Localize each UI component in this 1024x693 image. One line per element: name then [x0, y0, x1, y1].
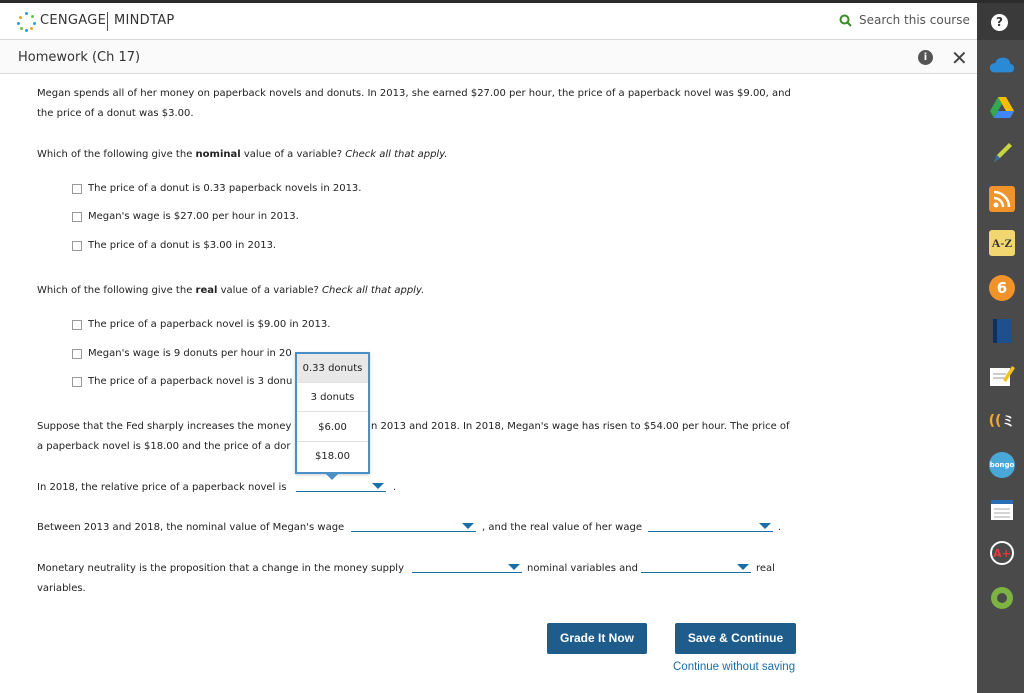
q2-option-3-label: The price of a paperback novel is 3 donu	[88, 376, 293, 387]
q4-period: .	[778, 522, 782, 533]
dropdown-options-popup	[295, 352, 370, 474]
q1-option-2-label: Megan's wage is $27.00 per hour in 2013.	[88, 211, 299, 222]
chevron-down-icon	[759, 523, 771, 529]
dropdown-option[interactable]: $6.00	[297, 413, 368, 442]
continue-without-saving-link[interactable]: Continue without saving	[673, 661, 796, 673]
intro-line-1: Megan spends all of her money on paperback novels and donuts. In 2013, she earned $27.00 per hour, the price of a paperback novel was $9.00, and	[37, 88, 791, 99]
aplus-icon[interactable]: A+	[990, 541, 1014, 565]
q1-option-2-checkbox[interactable]	[72, 212, 82, 222]
q1-option-1-checkbox[interactable]	[72, 184, 82, 194]
q5-prompt-a: Monetary neutrality is the proposition that a change in the money supply	[37, 563, 405, 574]
app-header	[0, 3, 977, 40]
q2-prompt: Which of the following give the real value of a variable? Check all that apply.	[37, 285, 425, 296]
q1-prompt: Which of the following give the nominal value of a variable? Check all that apply.	[37, 149, 448, 160]
grade-it-now-button[interactable]: Grade It Now	[547, 623, 647, 654]
q5-line-2: variables.	[37, 583, 86, 594]
q2-option-2-checkbox[interactable]	[72, 349, 82, 359]
chevron-down-icon	[372, 483, 384, 489]
popup-pointer	[326, 474, 338, 480]
six-icon[interactable]: 6	[989, 275, 1015, 301]
rss-icon[interactable]	[989, 186, 1015, 212]
search-placeholder: Search this course	[859, 13, 970, 27]
q4-prompt-b: , and the real value of her wage	[482, 522, 642, 533]
q2-option-1-label: The price of a paperback novel is $9.00 in 2013.	[88, 319, 331, 330]
q2-option-1-checkbox[interactable]	[72, 320, 82, 330]
q5-prompt-c: real	[756, 563, 775, 574]
a-z-icon[interactable]: A-Z	[989, 230, 1015, 256]
scenario-line-2: a paperback novel is $18.00 and the price of a dor	[37, 441, 291, 452]
brand-divider	[107, 12, 108, 31]
nominal-effect-dropdown[interactable]	[412, 561, 522, 573]
save-continue-button[interactable]: Save & Continue	[675, 623, 796, 654]
chevron-down-icon	[508, 564, 520, 570]
brand-name: CENGAGE	[40, 13, 107, 28]
drive-icon[interactable]	[989, 94, 1015, 120]
q2-option-3-checkbox[interactable]	[72, 377, 82, 387]
close-icon[interactable]: ✕	[951, 46, 968, 70]
dropdown-option[interactable]: $18.00	[315, 451, 350, 462]
dropdown-option[interactable]: 3 donuts	[297, 383, 368, 412]
scenario-line-1a: Suppose that the Fed sharply increases the money	[37, 421, 292, 432]
q3-prompt: In 2018, the relative price of a paperback novel is	[37, 482, 287, 493]
page-title: Homework (Ch 17)	[18, 50, 141, 65]
q3-period: .	[393, 482, 397, 493]
cloud-icon[interactable]	[989, 52, 1015, 78]
pencil-icon[interactable]	[989, 140, 1015, 166]
readspeaker-icon[interactable]: (( ミ	[988, 413, 1016, 430]
info-icon[interactable]: i	[918, 50, 933, 65]
help-icon[interactable]: ?	[991, 14, 1008, 31]
relative-price-dropdown[interactable]	[296, 480, 386, 492]
dropdown-option[interactable]: 0.33 donuts	[297, 354, 368, 383]
q2-option-2-label: Megan's wage is 9 donuts per hour in 20	[88, 348, 292, 359]
cengage-logo-icon	[17, 12, 37, 32]
q1-option-3-label: The price of a donut is $3.00 in 2013.	[88, 240, 277, 251]
search-icon	[839, 14, 852, 27]
chevron-down-icon	[462, 523, 474, 529]
activity-header	[0, 40, 977, 74]
q5-prompt-b: nominal variables and	[527, 563, 638, 574]
question-content	[0, 74, 977, 693]
book-icon[interactable]	[989, 318, 1015, 344]
flashcards-icon[interactable]	[989, 497, 1015, 523]
notes-icon[interactable]	[989, 363, 1015, 389]
scenario-line-1b: n 2013 and 2018. In 2018, Megan's wage has risen to $54.00 per hour. The price of	[371, 421, 790, 432]
real-wage-dropdown[interactable]	[648, 520, 773, 532]
bongo-icon[interactable]: bongo	[989, 452, 1015, 478]
chevron-down-icon	[737, 564, 749, 570]
nominal-wage-dropdown[interactable]	[351, 520, 476, 532]
circle-icon[interactable]	[989, 585, 1015, 611]
real-effect-dropdown[interactable]	[641, 561, 751, 573]
q1-option-1-label: The price of a donut is 0.33 paperback novels in 2013.	[88, 183, 362, 194]
q4-prompt-a: Between 2013 and 2018, the nominal value of Megan's wage	[37, 522, 345, 533]
intro-line-2: the price of a donut was $3.00.	[37, 108, 194, 119]
q1-option-3-checkbox[interactable]	[72, 241, 82, 251]
product-name: MINDTAP	[114, 13, 175, 28]
